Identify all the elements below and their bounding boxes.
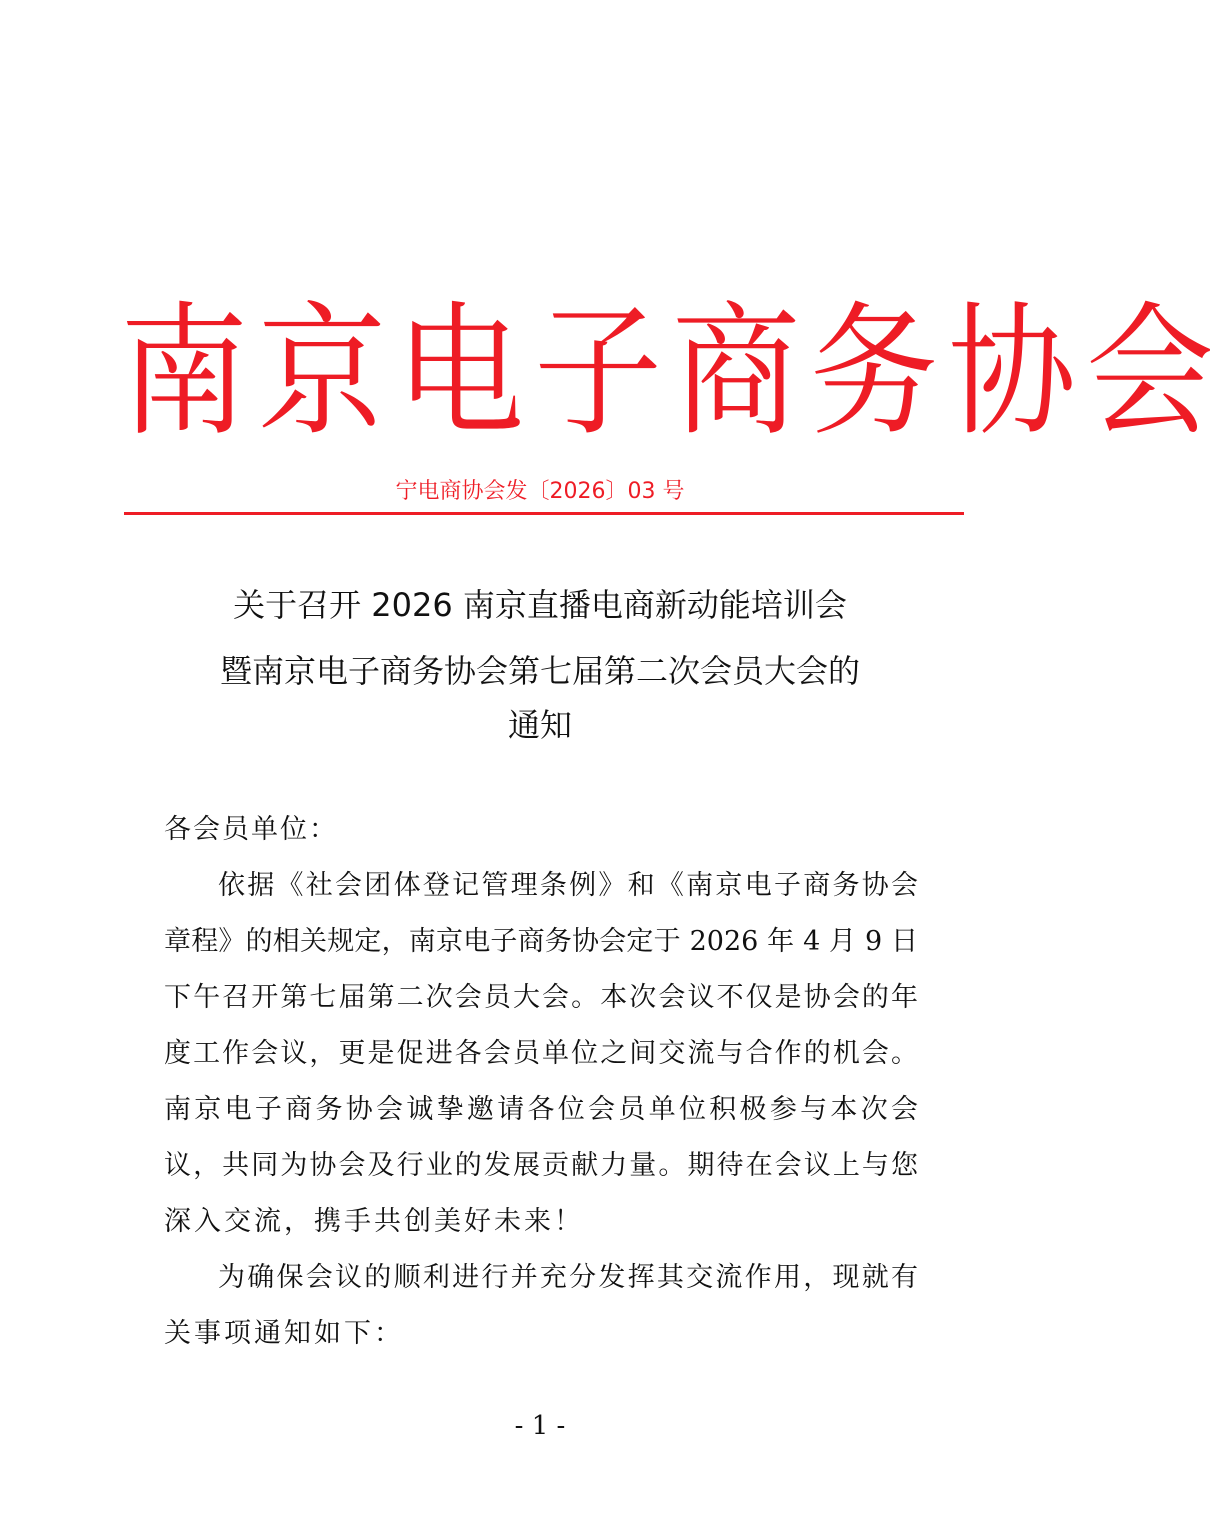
paragraph-2-line-1: 为确保会议的顺利进行并充分发挥其交流作用，现就有	[218, 1262, 918, 1293]
paragraph-1-line-5: 南京电子商务协会诚挚邀请各位会员单位积极参与本次会	[164, 1094, 918, 1125]
paragraph-1-line-6: 议，共同为协会及行业的发展贡献力量。期待在会议上与您	[164, 1150, 918, 1181]
document-number: 宁电商协会发〔2026〕03 号	[395, 479, 685, 504]
paragraph-1-line-1: 依据《社会团体登记管理条例》和《南京电子商务协会	[218, 870, 918, 901]
notice-title-line-2: 暨南京电子商务协会第七届第二次会员大会的	[219, 652, 860, 690]
notice-title-line-1: 关于召开 2026 南京直播电商新动能培训会	[233, 586, 847, 624]
red-divider-line	[124, 512, 964, 515]
paragraph-1-line-7: 深入交流，携手共创美好未来！	[164, 1206, 584, 1237]
paragraph-1-line-2: 章程》的相关规定，南京电子商务协会定于 2026 年 4 月 9 日	[164, 926, 918, 957]
paragraph-2-line-2: 关事项通知如下：	[164, 1318, 404, 1349]
organization-masthead: 南京电子商务协会	[120, 289, 1224, 457]
page-number: - 1 -	[514, 1411, 566, 1441]
paragraph-1-line-4: 度工作会议，更是促进各会员单位之间交流与合作的机会。	[164, 1038, 918, 1069]
notice-title-line-3: 通知	[507, 706, 572, 744]
paragraph-1-line-3: 下午召开第七届第二次会员大会。本次会议不仅是协会的年	[164, 982, 918, 1013]
salutation: 各会员单位：	[164, 814, 338, 845]
